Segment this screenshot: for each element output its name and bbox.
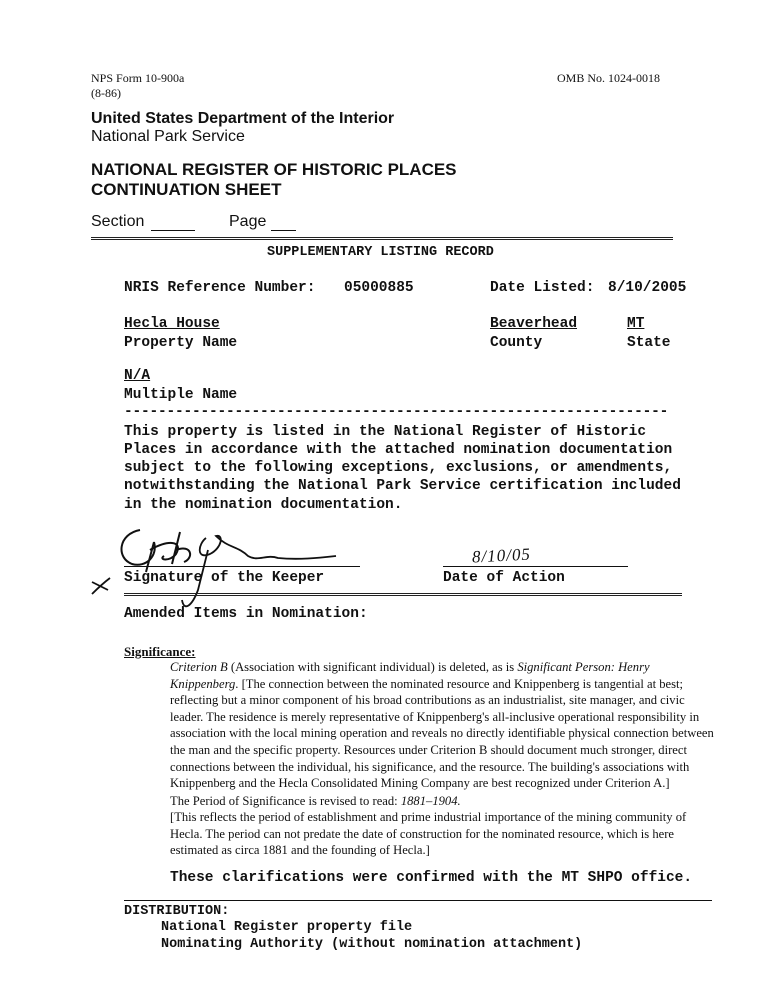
p1-text-1: (Association with significant individual) is deleted, as is [227, 660, 518, 674]
action-date-label: Date of Action [443, 570, 565, 586]
nris-value: 05000885 [344, 280, 414, 296]
amended-double-rule [124, 593, 682, 596]
period-revised-text: The Period of Significance is revised to read: [170, 794, 401, 808]
significance-paragraph-3: [This reflects the period of establishment and prime industrial importance of the mining community of Hecla. The period can not predate the date of construction for the nominated resource, which is here estimated as circa 1881 and the founding of Hecla.] [170, 810, 687, 858]
significance-paragraph-2 [170, 793, 720, 810]
form-title-line1: NATIONAL REGISTER OF HISTORIC PLACES [91, 160, 457, 179]
keeper-signature [88, 520, 348, 610]
statement-line-3: subject to the following exceptions, exclusions, or amendments, [124, 460, 673, 476]
date-listed-label: Date Listed: [490, 280, 595, 296]
significant-person-text: Significant Person: Henry Knippenberg [170, 660, 650, 691]
section-label: Section [91, 213, 145, 230]
distribution-item-1: National Register property file [161, 920, 413, 935]
nris-label: NRIS Reference Number: [124, 280, 316, 296]
county-label: County [490, 335, 543, 351]
page-label: Page [229, 213, 267, 230]
multiple-name-value: N/A [124, 368, 151, 384]
header-double-rule [91, 237, 673, 240]
statement-line-1: This property is listed in the National Register of Historic [124, 424, 647, 440]
multiple-name-label: Multiple Name [124, 387, 238, 403]
property-name-value: Hecla House [124, 316, 220, 332]
county-value: Beaverhead [490, 316, 578, 332]
criterion-b-text: Criterion B [170, 660, 228, 674]
significance-paragraph-1 [170, 659, 720, 792]
signature-label: Signature of the Keeper [124, 570, 325, 586]
form-title-line2: CONTINUATION SHEET [91, 180, 282, 199]
date-listed-value: 8/10/2005 [608, 280, 687, 296]
statement-line-2: Places in accordance with the attached nomination documentation [124, 442, 673, 458]
distribution-rule [124, 900, 712, 901]
signature-line [124, 566, 360, 567]
record-heading: SUPPLEMENTARY LISTING RECORD [267, 245, 494, 260]
confirmation-statement: These clarifications were confirmed with the MT SHPO office. [170, 870, 693, 886]
form-number: NPS Form 10-900a [91, 71, 185, 85]
state-value: MT [627, 316, 645, 332]
department-name: United States Department of the Interior [91, 110, 395, 127]
handwritten-action-date: 8/10/05 [471, 544, 532, 567]
period-value: 1881–1904. [400, 794, 461, 808]
statement-line-5: in the nomination documentation. [124, 497, 403, 513]
state-label: State [627, 335, 671, 351]
dash-separator: ---------------------------------------------------------------- [124, 404, 669, 420]
distribution-heading: DISTRIBUTION: [124, 904, 230, 919]
service-name: National Park Service [91, 128, 245, 145]
section-blank [151, 230, 195, 231]
amended-items-label: Amended Items in Nomination: [124, 606, 368, 622]
distribution-item-2: Nominating Authority (without nomination attachment) [161, 937, 583, 952]
statement-line-4: notwithstanding the National Park Service certification included [124, 478, 681, 494]
form-date: (8-86) [91, 86, 121, 100]
page-blank [271, 230, 296, 231]
significance-heading: Significance: [124, 644, 196, 659]
p1-text-2: . [The connection between the nominated resource and Knippenberg is tangential at best; reflecting but a minor component of his broad contributions as an industrialist, site manager, and civic leader. The residence is merely representative of Knippenberg's all-inclusive operational responsibility in association with the local mining operation and reveals no directly identifiable physical connection between the man and the specific property. Resources under Criterion B should document much stronger, direct connections between the individual, his significance, and the resource. The building's associations with Knippenberg and the Hecla Consolidated Mining Company are best recognized under Criterion A.] [170, 676, 714, 791]
action-date-line [443, 566, 628, 567]
omb-number: OMB No. 1024-0018 [557, 71, 661, 85]
property-name-label: Property Name [124, 335, 238, 351]
